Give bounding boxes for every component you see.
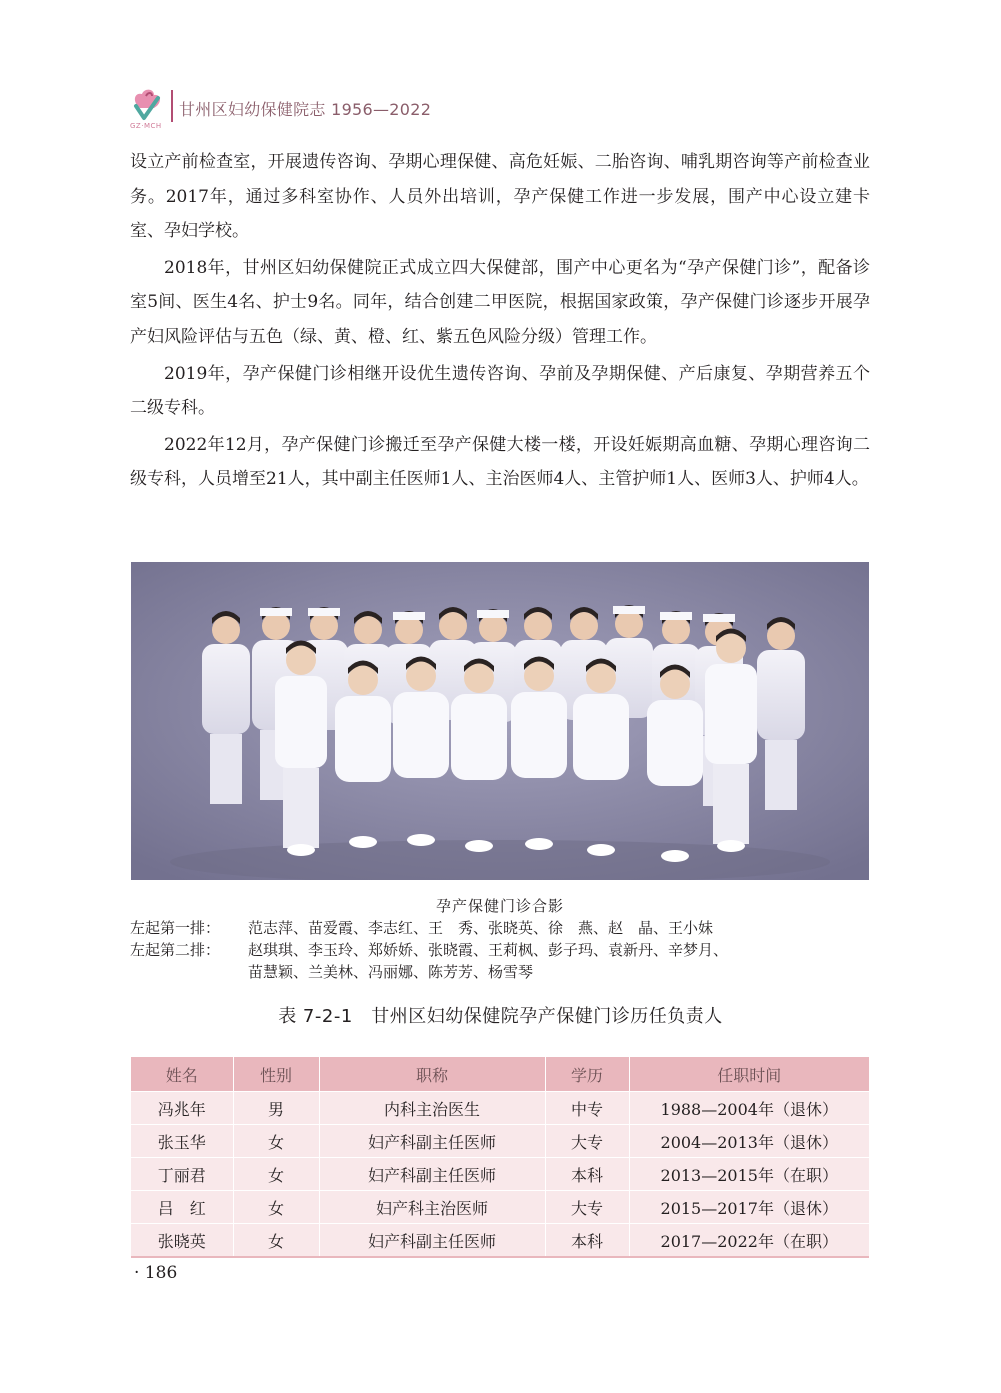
cell-education: 本科	[545, 1158, 629, 1191]
caption-row-2	[130, 939, 870, 961]
photo-caption	[130, 895, 870, 983]
table-row	[131, 1191, 869, 1224]
caption-row-2-names-cont: 苗慧颖、兰美林、冯丽娜、陈芳芳、杨雪琴	[248, 963, 534, 981]
cell-education: 大专	[545, 1125, 629, 1158]
logo-text: GZ·MCH	[130, 122, 162, 130]
cell-title: 妇产科副主任医师	[319, 1158, 545, 1191]
paragraph-continued: 设立产前检查室，开展遗传咨询、孕期心理保健、高危妊娠、二胎咨询、哺乳期咨询等产前检查业务。2017年，通过多科室协作、人员外出培训，孕产保健工作进一步发展，围产中心设立建卡室、孕妇学校。	[130, 152, 870, 242]
table-row	[131, 1125, 869, 1158]
table-row	[131, 1224, 869, 1258]
page-number: · 186	[134, 1263, 178, 1283]
cell-title: 内科主治医生	[319, 1092, 545, 1125]
cell-tenure: 2017—2022年（在职）	[629, 1224, 869, 1258]
page-header	[130, 86, 630, 130]
cell-name: 张玉华	[131, 1125, 233, 1158]
group-photo	[131, 562, 869, 880]
table-title: 表 7-2-1 甘州区妇幼保健院孕产保健门诊历任负责人	[278, 1006, 723, 1027]
caption-row-1	[130, 917, 870, 939]
caption-row-2-names: 赵琪琪、李玉玲、郑娇娇、张晓霞、王莉枫、彭子玛、袁新丹、辛梦月、	[248, 941, 729, 959]
table-row	[131, 1158, 869, 1191]
cell-tenure: 2004—2013年（退休）	[629, 1125, 869, 1158]
cell-name: 丁丽君	[131, 1158, 233, 1191]
cell-title: 妇产科副主任医师	[319, 1125, 545, 1158]
group-photo-image	[131, 562, 869, 880]
column-header-title: 职称	[319, 1057, 545, 1092]
caption-row-2-label: 左起第二排：	[130, 941, 221, 959]
cell-tenure: 1988—2004年（退休）	[629, 1092, 869, 1125]
cell-education: 中专	[545, 1092, 629, 1125]
caption-row-1-label: 左起第一排：	[130, 919, 221, 937]
running-header-title: 甘州区妇幼保健院志 1956—2022	[179, 100, 432, 119]
cell-name: 冯兆年	[131, 1092, 233, 1125]
cell-title: 妇产科副主任医师	[319, 1224, 545, 1258]
body-text	[130, 145, 870, 499]
column-header-education: 学历	[545, 1057, 629, 1092]
column-header-name: 姓名	[131, 1057, 233, 1092]
paragraph-2018: 2018年，甘州区妇幼保健院正式成立四大保健部，围产中心更名为“孕产保健门诊”，配备诊室5间、医生4名、护士9名。同年，结合创建二甲医院，根据国家政策，孕产保健门诊逐步开展孕产妇风险评估与五色（绿、黄、橙、红、紫五色风险分级）管理工作。	[130, 257, 870, 347]
paragraph-2022: 2022年12月，孕产保健门诊搬迁至孕产保健大楼一楼，开设妊娠期高血糖、孕期心理咨询二级专科，人员增至21人，其中副主任医师1人、主治医师4人、主管护师1人、医师3人、护师4人。	[130, 434, 870, 490]
cell-tenure: 2015—2017年（退休）	[629, 1191, 869, 1224]
cell-gender: 男	[233, 1092, 319, 1125]
caption-title: 孕产保健门诊合影	[435, 897, 564, 915]
table-row	[131, 1092, 869, 1125]
cell-gender: 女	[233, 1224, 319, 1258]
cell-education: 大专	[545, 1191, 629, 1224]
cell-name: 张晓英	[131, 1224, 233, 1258]
cell-gender: 女	[233, 1125, 319, 1158]
cell-education: 本科	[545, 1224, 629, 1258]
caption-indent	[130, 961, 248, 983]
column-header-tenure: 任职时间	[629, 1057, 869, 1092]
paragraph-2019: 2019年，孕产保健门诊相继开设优生遗传咨询、孕前及孕期保健、产后康复、孕期营养五个二级专科。	[130, 363, 870, 419]
cell-gender: 女	[233, 1191, 319, 1224]
cell-name: 吕 红	[131, 1191, 233, 1224]
column-header-gender: 性别	[233, 1057, 319, 1092]
header-divider	[171, 90, 173, 122]
caption-row-2-continued	[130, 961, 870, 983]
cell-title: 妇产科主治医师	[319, 1191, 545, 1224]
caption-row-1-names: 范志萍、苗爱霞、李志红、王 秀、张晓英、徐 燕、赵 晶、王小妹	[248, 919, 714, 937]
table-header-row	[131, 1057, 869, 1092]
cell-tenure: 2013—2015年（在职）	[629, 1158, 869, 1191]
cell-gender: 女	[233, 1158, 319, 1191]
directors-table	[131, 1057, 869, 1258]
